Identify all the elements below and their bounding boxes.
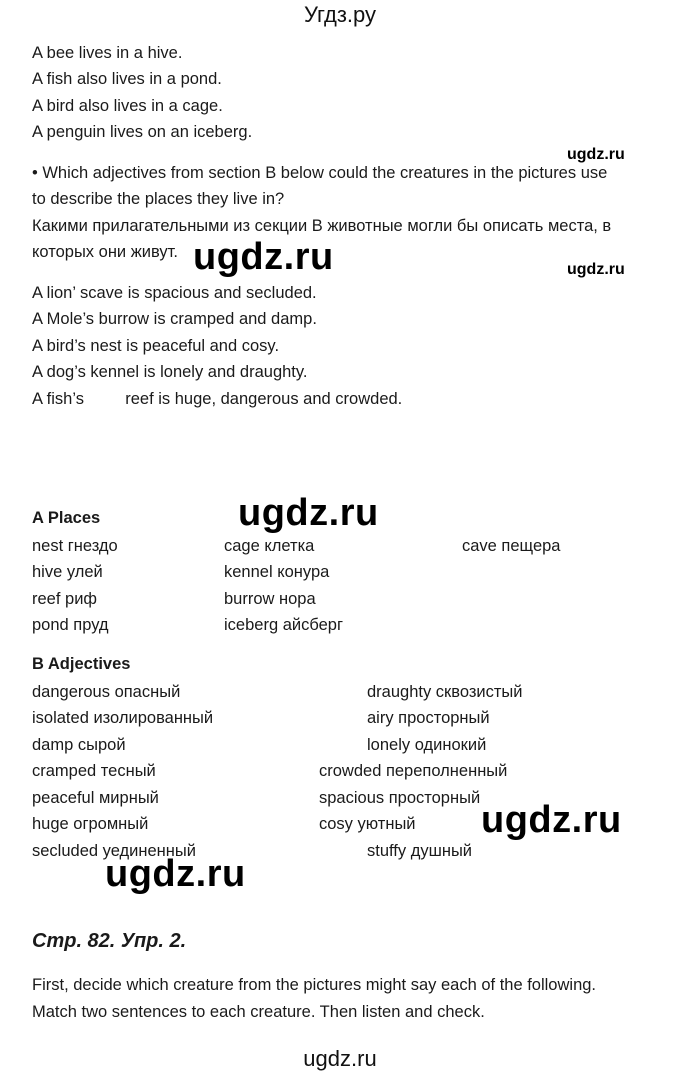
place-item: reef риф [32, 590, 97, 608]
adjective-item: crowded переполненный [319, 762, 508, 780]
adjective-item: damp сырой [32, 736, 126, 754]
task-title: Стр. 82. Упр. 2. [32, 930, 187, 952]
watermark-big: ugdz.ru [481, 799, 622, 841]
intro-line: A bee lives in a hive. [32, 44, 183, 62]
watermark-small: ugdz.ru [567, 146, 625, 163]
site-title: Угдз.ру [303, 2, 377, 27]
place-item: pond пруд [32, 616, 109, 634]
place-item: cage клетка [224, 537, 315, 555]
adjective-item: cosy уютный [319, 815, 416, 833]
adjective-item: huge огромный [32, 815, 149, 833]
watermark-big: ugdz.ru [238, 492, 379, 534]
adjective-item: peaceful мирный [32, 789, 159, 807]
place-item: cave пещера [462, 537, 561, 555]
place-item: iceberg айсберг [224, 616, 343, 634]
footer-watermark: ugdz.ru [303, 1046, 377, 1071]
intro-line: A penguin lives on an iceberg. [32, 123, 253, 141]
adjective-item: lonely одинокий [367, 736, 487, 754]
intro-line: A fish also lives in a pond. [32, 70, 222, 88]
place-item: kennel конура [224, 563, 330, 581]
place-item: nest гнездо [32, 537, 118, 555]
answer-line: A lion’ scave is spacious and secluded. [32, 284, 317, 302]
question-en-line: to describe the places they live in? [32, 190, 285, 208]
adjective-item: isolated изолированный [32, 709, 214, 727]
adjectives-heading: B Adjectives [32, 655, 131, 673]
answer-line: A bird’s nest is peaceful and cosy. [32, 337, 280, 355]
watermark-big: ugdz.ru [193, 236, 334, 278]
place-item: burrow нора [224, 590, 316, 608]
adjective-item: stuffy душный [367, 842, 473, 860]
watermark-big: ugdz.ru [105, 853, 246, 895]
task-line: Match two sentences to each creature. Then listen and check. [32, 1003, 485, 1021]
intro-line: A bird also lives in a cage. [32, 97, 223, 115]
adjective-item: spacious просторный [319, 789, 481, 807]
watermark-small: ugdz.ru [567, 261, 625, 278]
places-heading: A Places [32, 509, 101, 527]
adjective-item: cramped тесный [32, 762, 156, 780]
adjective-item: dangerous опасный [32, 683, 181, 701]
question-ru-line: которых они живут. [32, 243, 178, 261]
adjective-item: draughty сквозистый [367, 683, 523, 701]
answer-line: A fish’s reef is huge, dangerous and crowded. [32, 390, 403, 408]
adjective-item: airy просторный [367, 709, 490, 727]
task-line: First, decide which creature from the pictures might say each of the following. [32, 976, 597, 994]
question-ru-line: Какими прилагательными из секции В животные могли бы описать места, в [32, 217, 612, 235]
place-item: hive улей [32, 563, 103, 581]
question-en-line: • Which adjectives from section B below could the creatures in the pictures use [32, 164, 608, 182]
adjective-item: secluded уединенный [32, 842, 196, 860]
answer-line: A Mole’s burrow is cramped and damp. [32, 310, 317, 328]
answer-line: A dog’s kennel is lonely and draughty. [32, 363, 308, 381]
